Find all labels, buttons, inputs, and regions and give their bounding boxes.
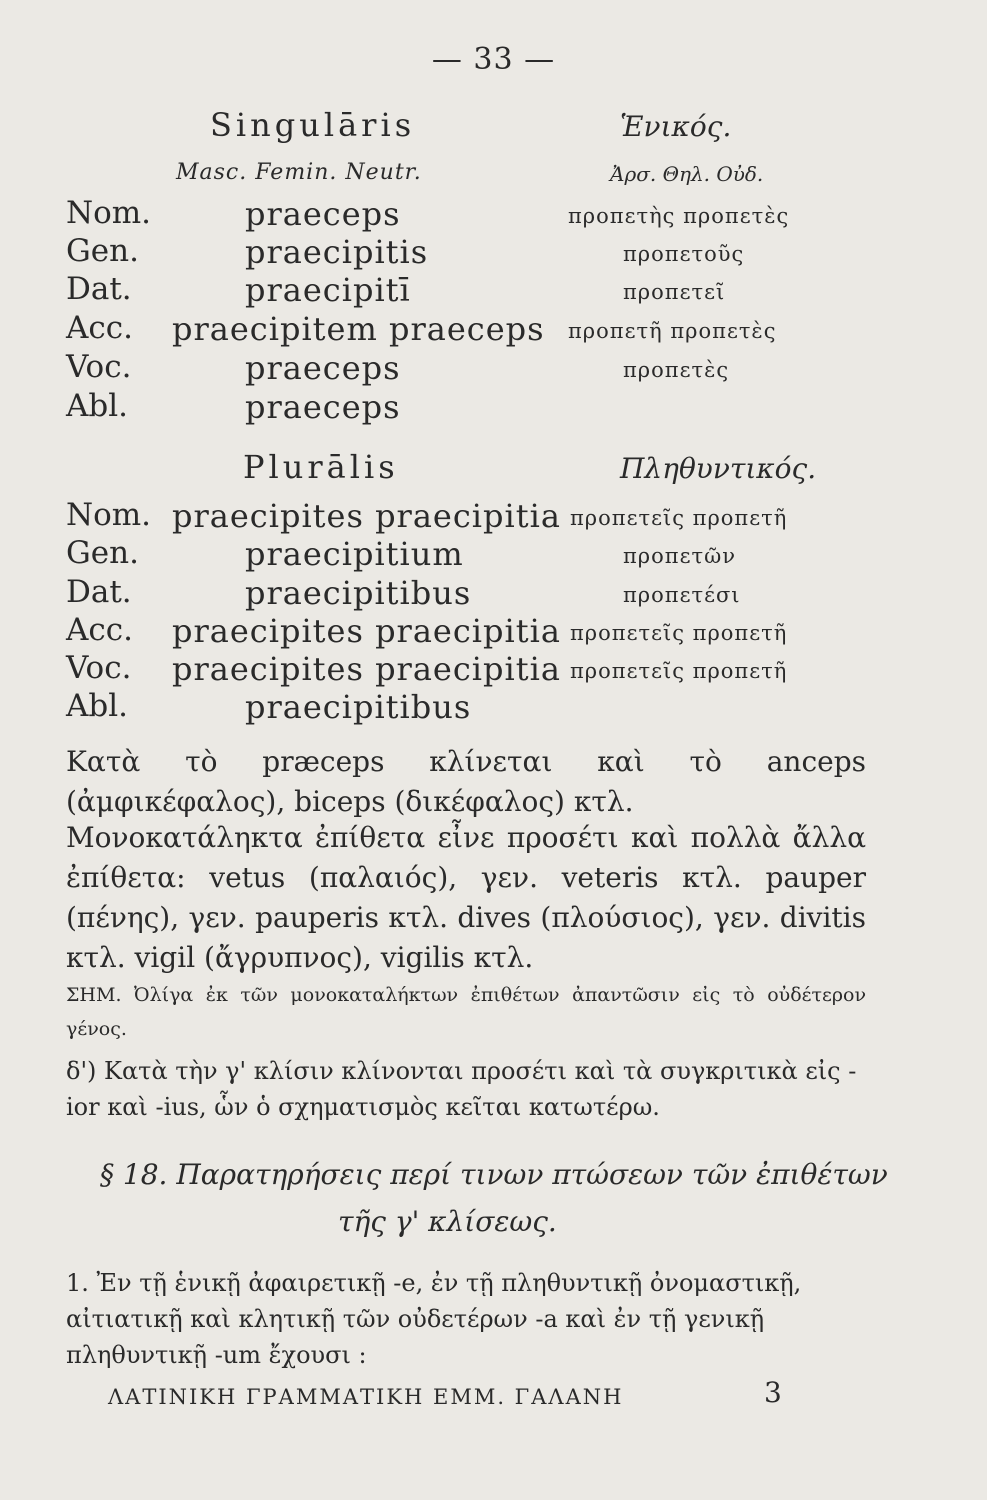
case-label: Acc. — [66, 310, 133, 346]
plural-heading-latin: Plurālis — [243, 448, 399, 486]
latin-form: praecipites praecipitia — [172, 497, 561, 535]
case-label: Voc. — [66, 349, 132, 385]
greek-form: προπετοῦς — [623, 242, 745, 266]
case-label: Gen. — [66, 233, 139, 269]
latin-form: praecipitī — [245, 271, 411, 309]
latin-form: praecipites praecipitia — [172, 650, 561, 688]
singular-heading-greek: Ἑνικός. — [620, 110, 732, 143]
case-label: Nom. — [66, 497, 152, 533]
printer-signature: 3 — [764, 1376, 782, 1409]
case-label: Acc. — [66, 612, 133, 648]
latin-form: praeceps — [245, 388, 401, 426]
greek-form: προπετέσι — [623, 583, 741, 607]
paragraph-monokatalykta: Μονοκατάληκτα ἐπίθετα εἶνε προσέτι καὶ πολλὰ ἄλλα ἐπίθετα: vetus (παλαιός), γεν. veteris κτλ. pauper (πένης), γεν. pauperis κτλ. dives (πλούσιος), γεν. divitis κτλ. vigil (ἄγρυπνος), vigilis κτλ. — [66, 821, 866, 974]
latin-form: praecipitibus — [245, 688, 472, 726]
greek-form: προπετῆ προπετὲς — [568, 319, 777, 343]
section-title: § 18. Παρατηρήσεις περί τινων πτώσεων τῶν ἐπιθέτων — [100, 1158, 888, 1191]
section-title-continued: τῆς γ' κλίσεως. — [338, 1205, 557, 1238]
case-label: Dat. — [66, 271, 132, 307]
case-label: Voc. — [66, 650, 132, 686]
footer-book-title: ΛΑΤΙΝΙΚΗ ΓΡΑΜΜΑΤΙΚΗ ΕΜΜ. ΓΑΛΑΝΗ — [108, 1385, 624, 1409]
plural-heading-greek: Πληθυντικός. — [620, 452, 817, 485]
latin-form: praecipitium — [245, 535, 464, 573]
gender-labels-greek: Ἀρσ. Θηλ. Οὐδ. — [610, 162, 764, 186]
latin-form: praeceps — [245, 195, 401, 233]
case-label: Gen. — [66, 535, 139, 571]
case-label: Abl. — [66, 688, 128, 724]
paragraph-rule-1: 1. Ἐν τῇ ἑνικῇ ἀφαιρετικῇ -e, ἐν τῇ πληθυντικῇ ὀνομαστικῇ, αἰτιατικῇ καὶ κλητικῇ τῶν οὐδετέρων -a καὶ ἐν τῇ γενικῇ πληθυντικῇ -um ἔχουσι : — [66, 1269, 802, 1369]
page-number: — 33 — — [431, 42, 556, 77]
latin-form: praecipitem praeceps — [172, 310, 545, 348]
gender-labels-latin: Masc. Femin. Neutr. — [176, 160, 422, 185]
greek-form: προπετεῖ — [623, 280, 726, 304]
greek-form: προπετεῖς προπετῆ — [570, 659, 788, 683]
case-label: Abl. — [66, 388, 128, 424]
latin-form: praeceps — [245, 349, 401, 387]
latin-form: praecipitis — [245, 233, 429, 271]
case-label: Nom. — [66, 195, 152, 231]
greek-form: προπετεῖς προπετῆ — [570, 621, 788, 645]
latin-form: praecipites praecipitia — [172, 612, 561, 650]
greek-form: προπετὴς προπετὲς — [568, 204, 790, 228]
case-label: Dat. — [66, 574, 132, 610]
greek-form: προπετῶν — [623, 544, 736, 568]
paragraph-comparatives: δ') Κατὰ τὴν γ' κλίσιν κλίνονται προσέτι καὶ τὰ συγκριτικὰ εἰς -ior καὶ -ius, ὧν ὁ σχηματισμὸς κεῖται κατωτέρω. — [66, 1057, 857, 1121]
greek-form: προπετεῖς προπετῆ — [570, 506, 788, 530]
singular-heading-latin: Singulāris — [210, 106, 416, 144]
greek-form: προπετὲς — [623, 358, 730, 382]
latin-form: praecipitibus — [245, 574, 472, 612]
paragraph-anceps: Κατὰ τὸ præceps κλίνεται καὶ τὸ anceps (ἀμφικέφαλος), biceps (δικέφαλος) κτλ. — [66, 745, 866, 818]
note-paragraph: ΣΗΜ. Ὀλίγα ἐκ τῶν μονοκαταλήκτων ἐπιθέτων ἀπαντῶσιν εἰς τὸ οὐδέτερον γένος. — [66, 984, 866, 1040]
